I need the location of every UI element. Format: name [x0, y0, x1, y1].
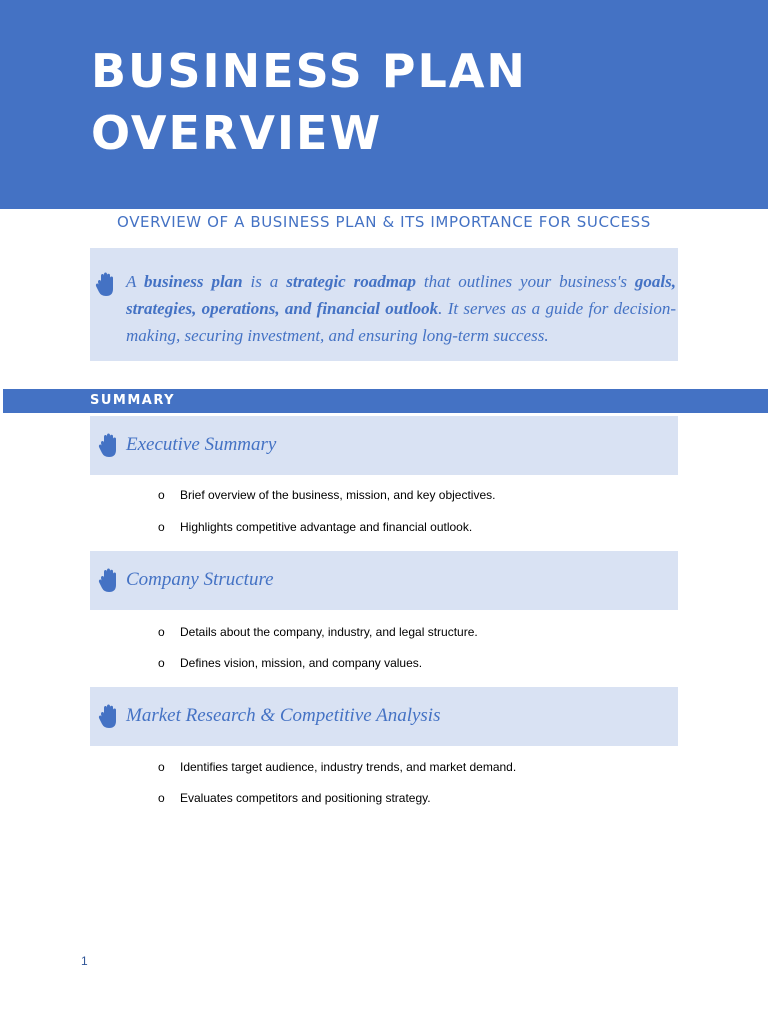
list-item [158, 488, 495, 502]
summary-heading-band [3, 389, 768, 413]
page-title [91, 40, 711, 164]
list-item-text: Identifies target audience, industry trends, and market demand. [180, 760, 517, 774]
intro-term-business-plan: business plan [144, 272, 243, 291]
intro-text-part: that outlines your business's [416, 272, 635, 291]
list-item-text: Brief overview of the business, mission, and key objectives. [180, 488, 496, 502]
list-item-text: Highlights competitive advantage and financial outlook. [180, 520, 473, 534]
intro-paragraph [126, 268, 676, 349]
section-title: Executive Summary [126, 434, 277, 455]
intro-text-part: . It serves as a guide for decision-making, securing investment, and ensuring long-term success. [126, 299, 676, 345]
hand-icon [98, 433, 118, 459]
bullet-marker: o [158, 520, 165, 534]
list-item [158, 656, 422, 670]
list-item [158, 520, 472, 534]
hand-icon [98, 704, 118, 730]
page-number: 1 [81, 954, 88, 968]
intro-text-part: A [126, 272, 144, 291]
intro-callout [90, 248, 678, 361]
list-item-text: Defines vision, mission, and company values. [180, 656, 423, 670]
bullet-marker: o [158, 625, 165, 639]
list-item [158, 760, 516, 774]
section-title: Market Research & Competitive Analysis [126, 705, 441, 726]
bullet-marker: o [158, 656, 165, 670]
section-heading-company-structure [90, 551, 678, 610]
intro-term-goals: goals, strategies, operations, and financial outlook [126, 272, 677, 318]
list-item [158, 791, 431, 805]
section-heading-executive-summary [90, 416, 678, 475]
bullet-marker: o [158, 760, 165, 774]
page-subtitle: OVERVIEW OF A BUSINESS PLAN & ITS IMPORTANCE FOR SUCCESS [117, 213, 651, 231]
section-heading-market-research [90, 687, 678, 746]
bullet-marker: o [158, 488, 165, 502]
section-title: Company Structure [126, 569, 274, 590]
intro-term-strategic-roadmap: strategic roadmap [286, 272, 416, 291]
intro-text-part: is a [242, 272, 287, 291]
bullet-marker: o [158, 791, 165, 805]
list-item-text: Evaluates competitors and positioning strategy. [180, 791, 431, 805]
hand-icon [95, 272, 115, 298]
hand-icon [98, 568, 118, 594]
page-title-line-1: BUSINESS PLAN [91, 44, 527, 98]
summary-heading: SUMMARY [90, 393, 176, 408]
title-banner [0, 0, 768, 209]
list-item-text: Details about the company, industry, and legal structure. [180, 625, 478, 639]
list-item [158, 625, 478, 639]
page-title-line-2: OVERVIEW [91, 106, 383, 160]
